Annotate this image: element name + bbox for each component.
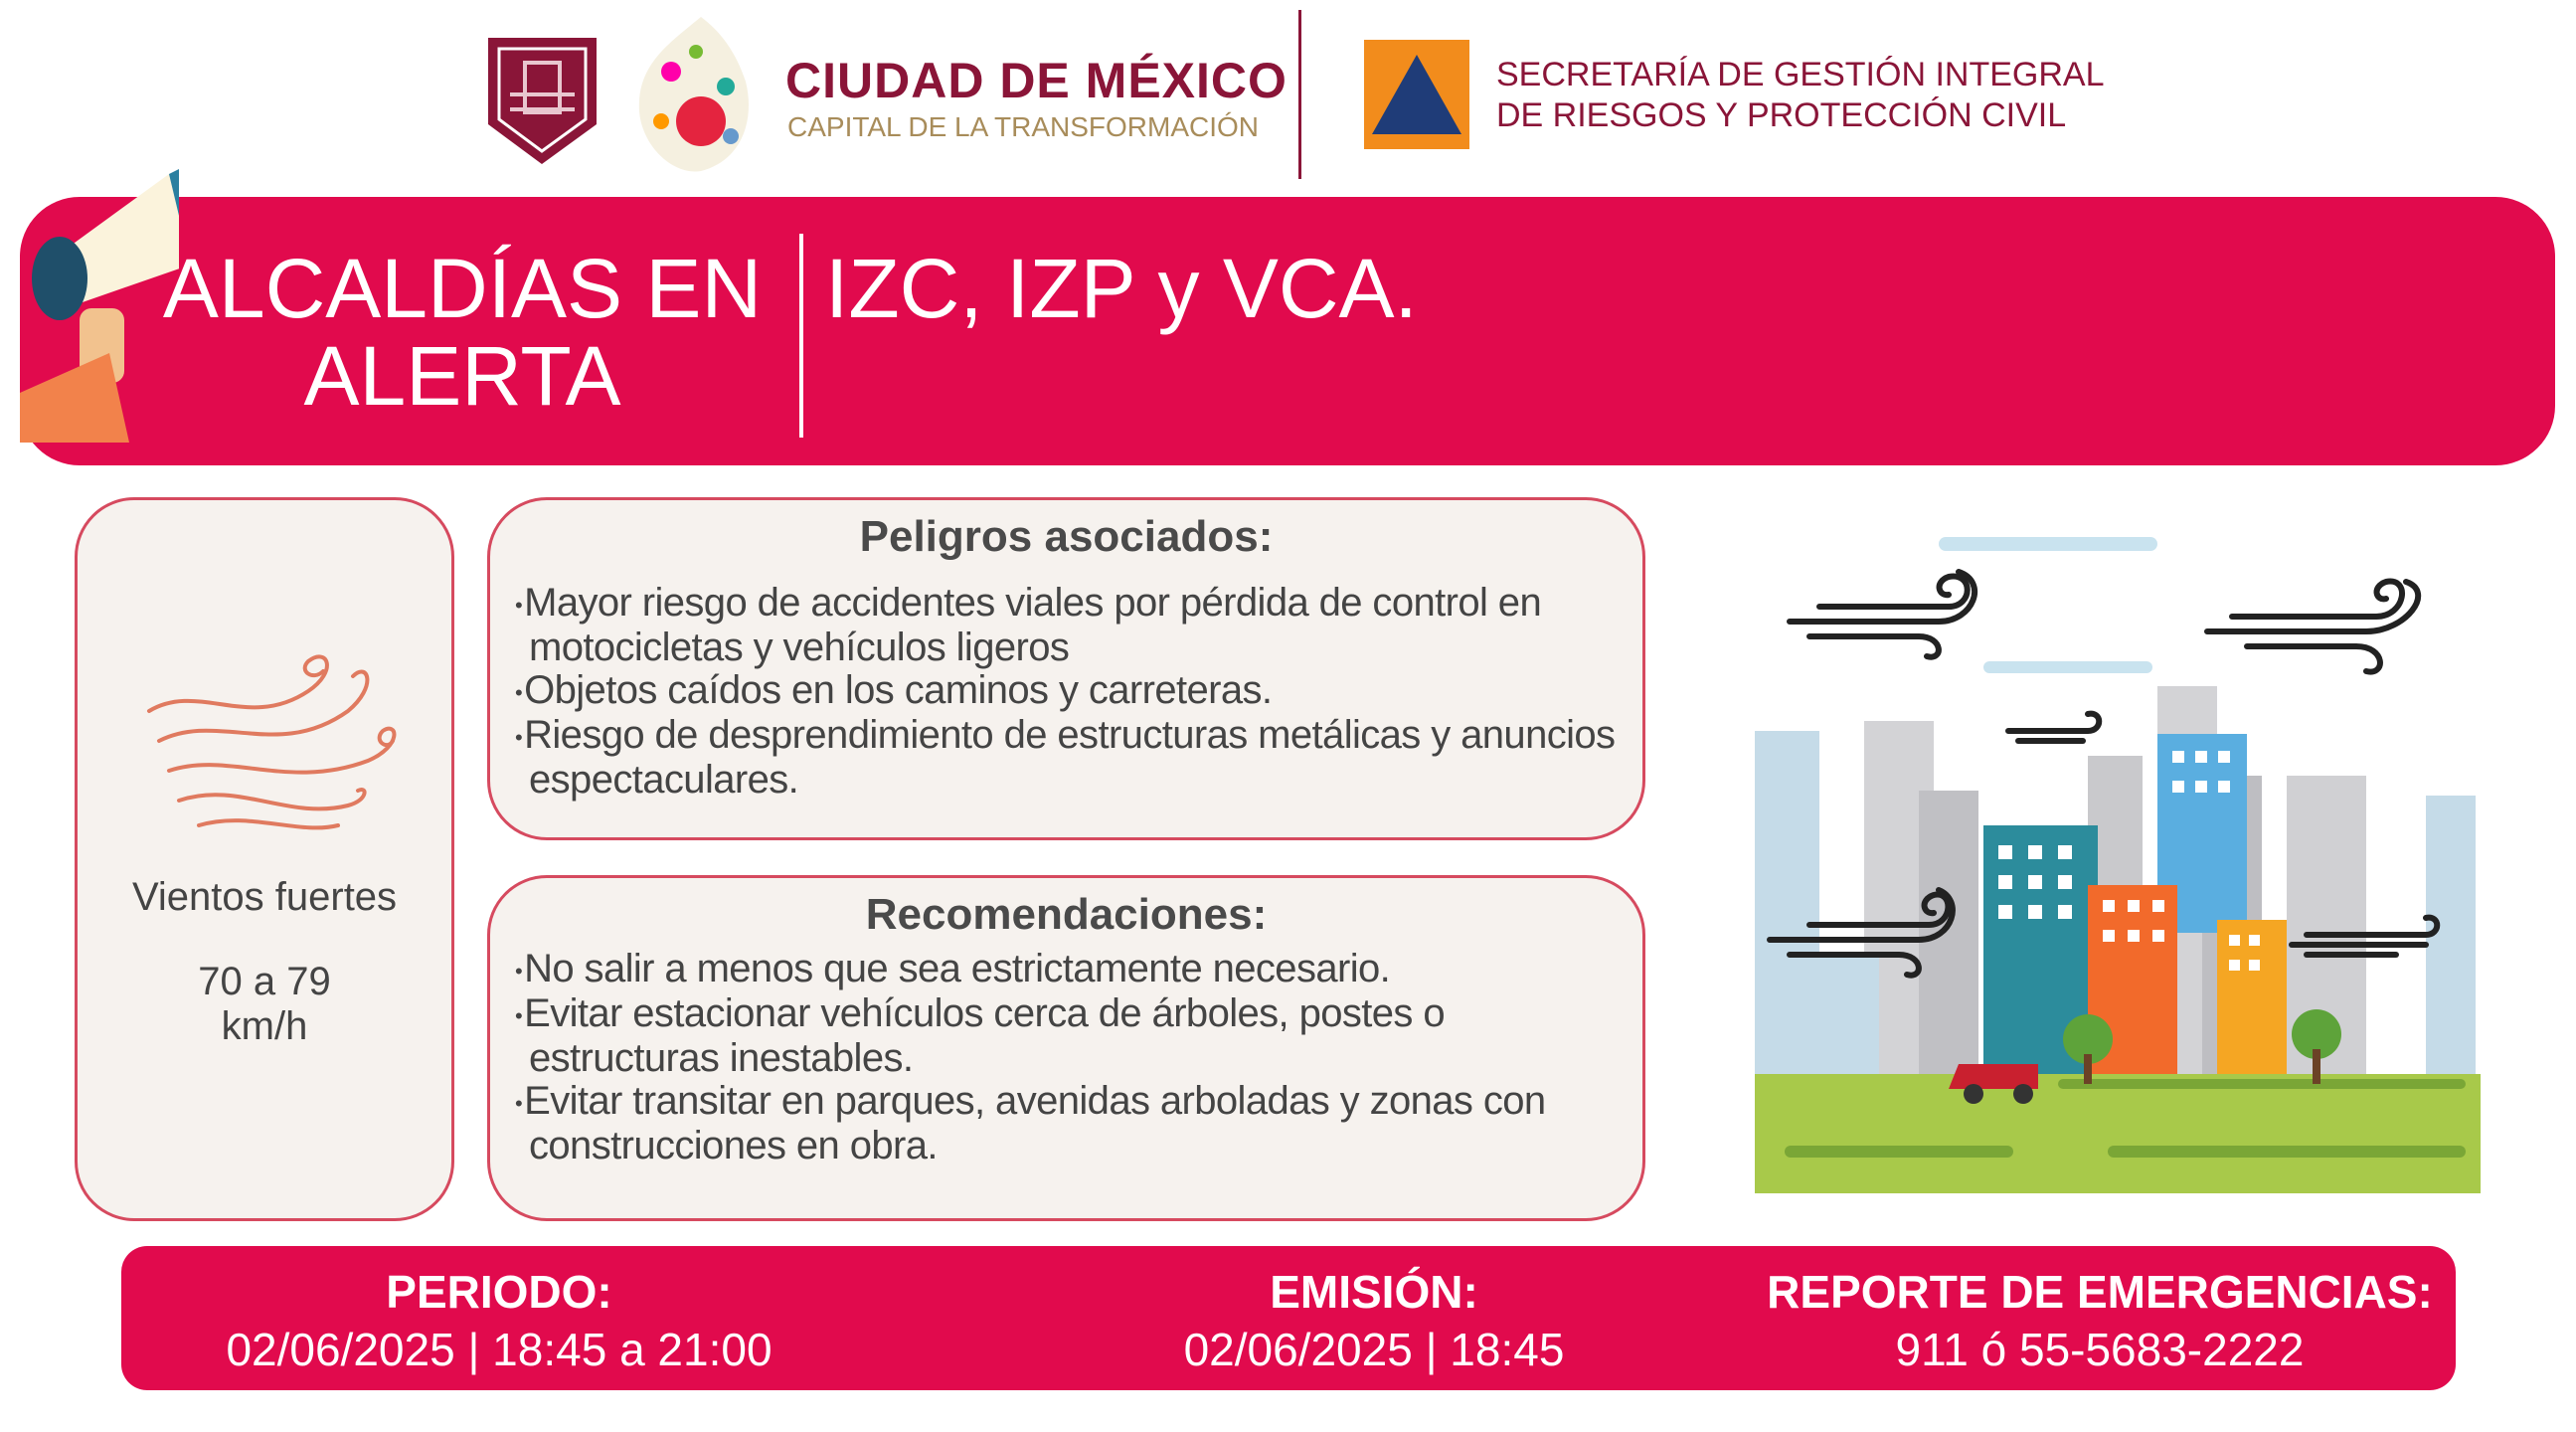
hazards-list bbox=[515, 582, 1618, 802]
recommendation-item: • Evitar estacionar vehículos cerca de árboles, postes o estructuras inestables. bbox=[515, 992, 1618, 1080]
recommendation-item: • No salir a menos que sea estrictamente necesario. bbox=[515, 948, 1618, 992]
hazard-item: • Objetos caídos en los caminos y carreteras. bbox=[515, 669, 1618, 714]
recommendations-title: Recomendaciones: bbox=[865, 890, 1268, 939]
emergency-block bbox=[1752, 1264, 2448, 1379]
phenomenon-name: Vientos fuertes bbox=[131, 875, 398, 919]
period-block bbox=[121, 1264, 877, 1379]
hazard-item: • Mayor riesgo de accidentes viales por pérdida de control en motocicletas y vehículos ligeros bbox=[515, 582, 1618, 669]
wind-icon bbox=[139, 651, 408, 840]
emergency-label: REPORTE DE EMERGENCIAS: bbox=[1767, 1266, 2433, 1318]
emission-value: 02/06/2025 | 18:45 bbox=[1183, 1324, 1565, 1375]
cdmx-title: CIUDAD DE MÉXICO bbox=[785, 53, 1288, 108]
emergency-phone[interactable]: 911 ó 55-5683-2222 bbox=[1895, 1324, 2305, 1375]
period-value: 02/06/2025 | 18:45 a 21:00 bbox=[226, 1324, 773, 1375]
hazards-card bbox=[487, 497, 1645, 840]
header-divider bbox=[1298, 10, 1301, 179]
civil-protection-logo bbox=[1364, 40, 1469, 149]
cdmx-shield-logo bbox=[485, 35, 600, 166]
phenomenon-card bbox=[75, 497, 454, 1221]
cdmx-subtitle: CAPITAL DE LA TRANSFORMACIÓN bbox=[787, 111, 1260, 142]
alcaldias-list: IZC, IZP y VCA. bbox=[825, 242, 1418, 335]
windy-city-illustration bbox=[1750, 537, 2486, 1193]
alert-label-line-2: ALERTA bbox=[303, 329, 621, 423]
wind-range-value: 70 a 79 bbox=[198, 960, 331, 1003]
alert-label-line-1: ALCALDÍAS EN bbox=[162, 242, 763, 335]
agency-line-1: SECRETARÍA DE GESTIÓN INTEGRAL bbox=[1496, 56, 2105, 93]
hazard-item: • Riesgo de desprendimiento de estructuras metálicas y anuncios espectaculares. bbox=[515, 714, 1618, 802]
emission-block bbox=[1046, 1264, 1702, 1379]
recommendation-item: • Evitar transitar en parques, avenidas arboladas y zonas con construcciones en obra. bbox=[515, 1080, 1618, 1167]
recommendations-list bbox=[515, 948, 1618, 1167]
cdmx-floral-logo bbox=[631, 12, 761, 181]
banner-divider bbox=[799, 234, 803, 438]
wind-range-unit: km/h bbox=[221, 1004, 308, 1048]
hazards-title: Peligros asociados: bbox=[859, 512, 1274, 561]
period-label: PERIODO: bbox=[386, 1266, 612, 1318]
recommendations-card bbox=[487, 875, 1645, 1221]
info-footer bbox=[121, 1246, 2456, 1390]
agency-line-2: DE RIESGOS Y PROTECCIÓN CIVIL bbox=[1496, 96, 2067, 134]
emission-label: EMISIÓN: bbox=[1270, 1266, 1478, 1318]
